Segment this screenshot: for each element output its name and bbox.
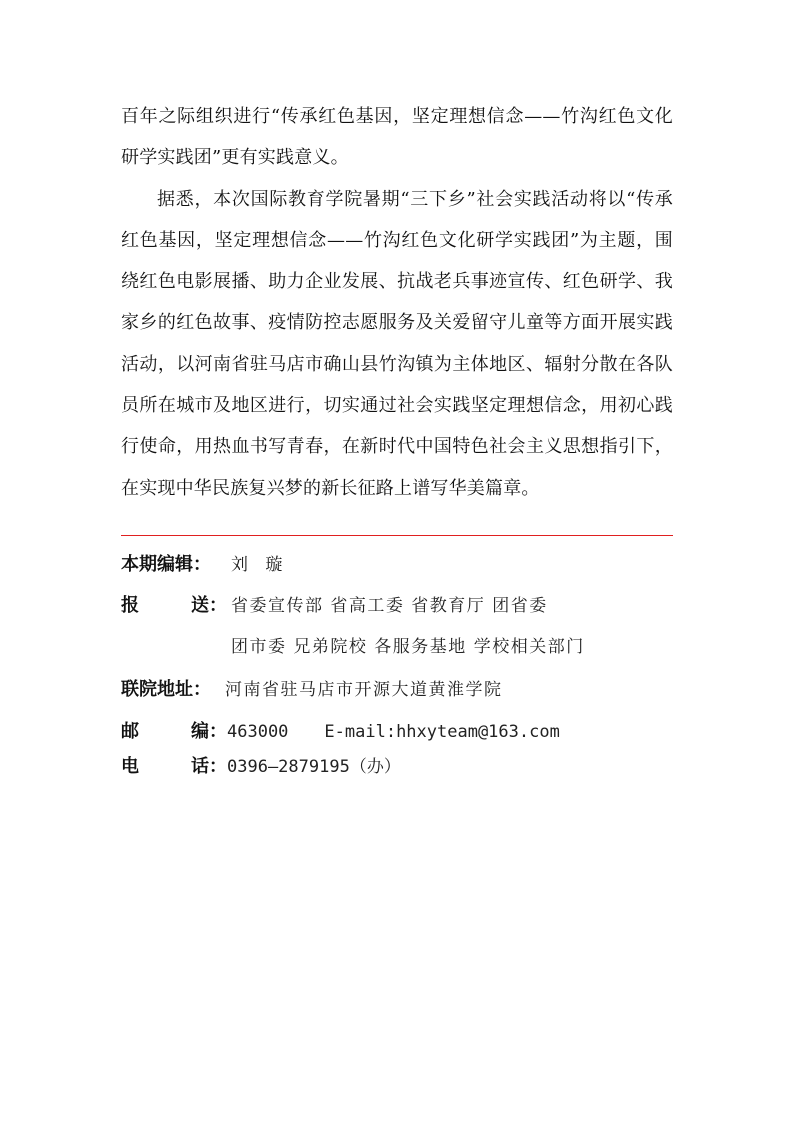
address-value: 河南省驻马店市开源大道黄淮学院 [225, 680, 503, 700]
editor-value: 刘 璇 [231, 555, 289, 575]
phone-label [121, 755, 227, 779]
red-divider [121, 535, 673, 536]
phone-row [121, 755, 401, 779]
editor-label: 本期编辑： [121, 554, 211, 575]
report-recipients-line1: 省委宣传部 省高工委 省教育厅 团省委 [231, 596, 548, 616]
editor-row [121, 553, 288, 577]
phone-label-char1: 电 [121, 756, 139, 777]
postcode-row [121, 720, 560, 744]
report-label-char1: 报 [121, 595, 139, 616]
email-value: E-mail:hhxyteam@163.com [324, 722, 560, 742]
report-label [121, 594, 231, 618]
report-row [121, 594, 548, 618]
phone-value: 0396—2879195（办） [227, 757, 401, 777]
postcode-label-char1: 邮 [121, 721, 139, 742]
article-body [121, 96, 673, 509]
address-label: 联院地址： [121, 679, 211, 700]
postcode-label-char2: 编： [191, 721, 227, 742]
address-row [121, 678, 503, 702]
postcode-label [121, 720, 227, 744]
report-recipients-line2: 团市委 兄弟院校 各服务基地 学校相关部门 [231, 637, 585, 657]
report-row-2 [231, 635, 585, 659]
postcode-value: 463000 [227, 722, 289, 742]
report-label-char2: 送： [191, 595, 227, 616]
article-paragraph-2: 据悉，本次国际教育学院暑期“三下乡”社会实践活动将以“传承红色基因，坚定理想信念——竹沟红色文化研学实践团”为主题，围绕红色电影展播、助力企业发展、抗战老兵事迹宣传、红色研学、我家乡的红色故事、疫情防控志愿服务及关爱留守儿童等方面开展实践活动，以河南省驻马店市确山县竹沟镇为主体地区、辐射分散在各队员所在城市及地区进行，切实通过社会实践坚定理想信念，用初心践行使命，用热血书写青春，在新时代中国特色社会主义思想指引下，在实现中华民族复兴梦的新长征路上谱写华美篇章。 [121, 188, 673, 499]
article-paragraph-1: 百年之际组织进行“传承红色基因，坚定理想信念——竹沟红色文化研学实践团”更有实践意义。 [121, 106, 673, 169]
phone-label-char2: 话： [191, 756, 227, 777]
